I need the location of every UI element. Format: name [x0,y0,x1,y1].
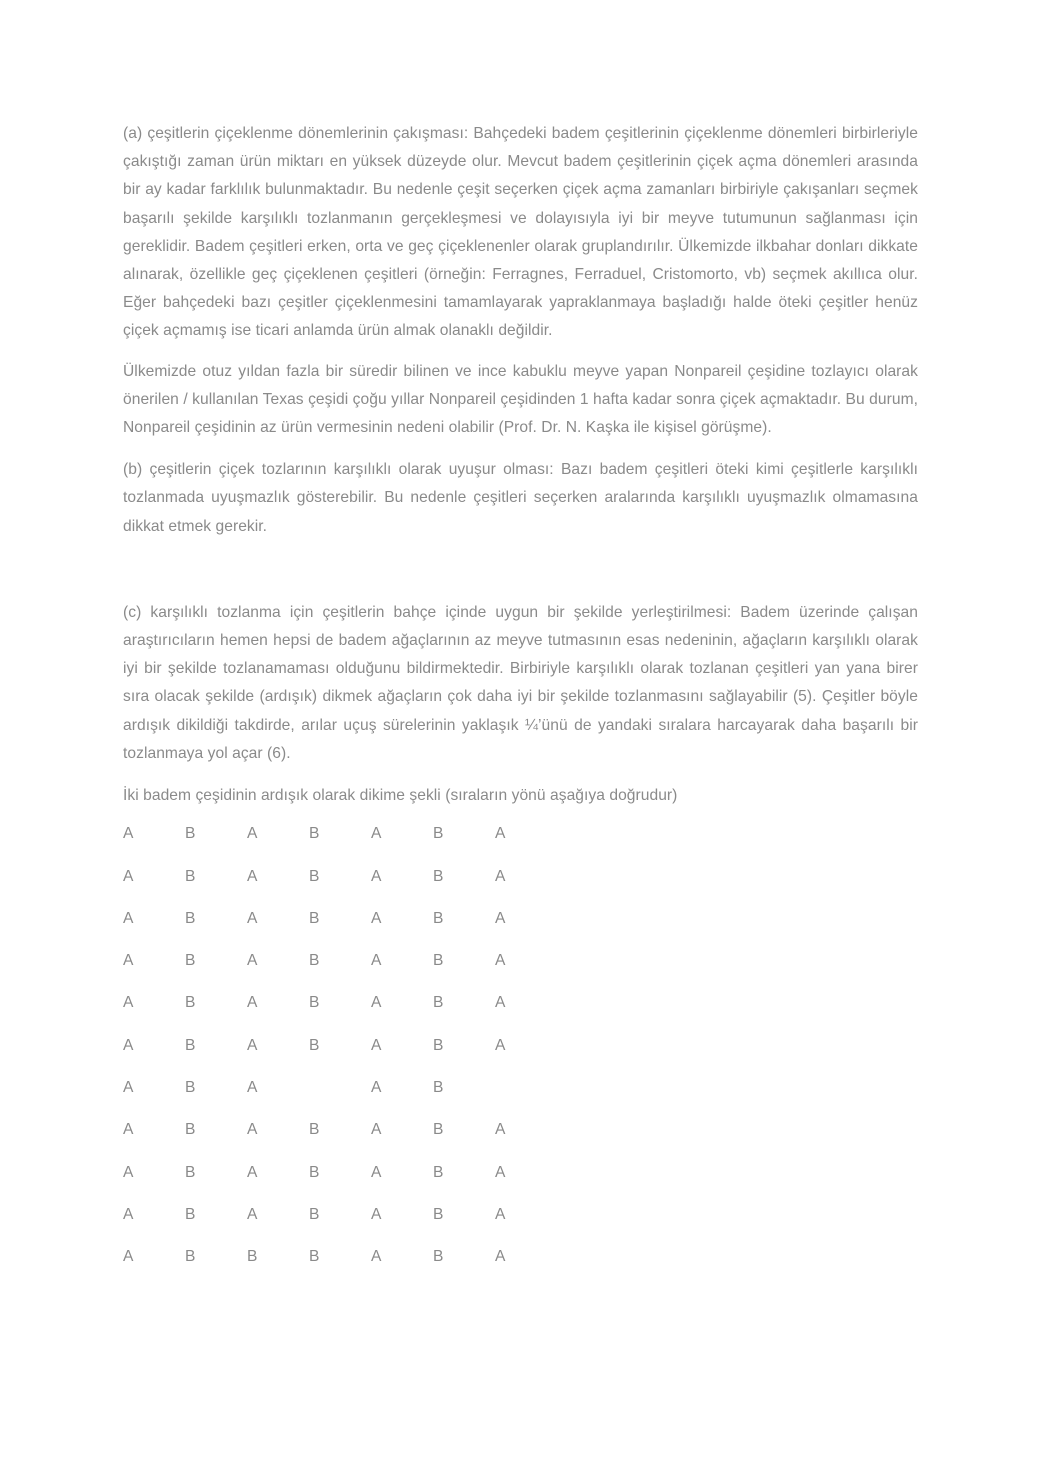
planting-row [123,1032,918,1074]
planting-cell: B [247,1248,258,1266]
planting-cell: A [495,867,506,885]
planting-cell: A [371,1121,382,1139]
planting-cell: A [371,994,382,1012]
planting-cell: A [247,1079,258,1097]
planting-cell: B [185,1163,196,1181]
planting-cell: B [185,952,196,970]
planting-cell: B [433,1036,444,1054]
planting-grid [123,820,918,1285]
planting-cell: A [371,1248,382,1266]
planting-cell: A [123,867,134,885]
planting-cell: A [371,952,382,970]
planting-row [123,1116,918,1158]
planting-cell: A [247,1036,258,1054]
planting-cell: A [123,909,134,927]
planting-cell: B [433,825,444,843]
planting-cell: A [495,994,506,1012]
planting-cell: A [371,1163,382,1181]
paragraph-c: (c) karşılıklı tozlanma için çeşitlerin bahçe içinde uygun bir şekilde yerleştirilmesi: Badem üzerinde çalışan araştırıcıların hemen hepsi de badem ağaçlarının az meyve tutmasının esas nedeninin, ağaçların karşılıklı olarak iyi bir şekilde tozlanamaması olduğunu bildirmektedir. Birbiriyle karşılıklı olarak tozlanan çeşitleri yan yana birer sıra olacak şekilde (ardışık) dikmek ağaçların çok daha iyi bir şekilde tozlanmasını sağlayabilir (5). Çeşitler böyle ardışık dikildiği takdirde, arılar uçuş sürelerinin yaklaşık ¼’ünü de yandaki sıralara harcayarak daha başarılı bir tozlanmaya yol açar (6). [123,603,918,762]
planting-cell: B [185,1248,196,1266]
planting-cell: A [371,867,382,885]
planting-cell: A [123,825,134,843]
planting-cell: B [433,1248,444,1266]
planting-cell: B [185,1036,196,1054]
planting-row [123,863,918,905]
planting-cell: B [185,825,196,843]
planting-cell: A [495,1248,506,1266]
planting-cell: A [495,909,506,927]
planting-cell: A [371,825,382,843]
planting-cell: B [185,1205,196,1223]
planting-row [123,1243,918,1285]
planting-row [123,1074,918,1116]
planting-cell: A [495,825,506,843]
planting-cell: A [495,1163,506,1181]
planting-caption: İki badem çeşidinin ardışık olarak dikime şekli (sıraların yönü aşağıya doğrudur) [123,787,678,805]
planting-cell: B [433,909,444,927]
planting-cell: A [123,1205,134,1223]
paragraph-b: (b) çeşitlerin çiçek tozlarının karşılıklı olarak uyuşur olması: Bazı badem çeşitleri öteki kimi çeşitlerle karşılıklı tozlanmada uyuşmazlık gösterebilir. Bu nedenle çeşitleri seçerken aralarında karşılıklı uyuşmazlık olmamasına dikkat etmek gerekir. [123,461,918,535]
planting-row [123,1159,918,1201]
planting-cell: A [371,1079,382,1097]
planting-cell: B [185,1079,196,1097]
planting-cell: A [247,909,258,927]
planting-cell: B [185,1121,196,1139]
planting-cell: B [309,825,320,843]
planting-cell: A [247,1205,258,1223]
document-page [123,120,918,1286]
planting-cell: A [371,1036,382,1054]
planting-cell: B [185,867,196,885]
planting-cell: A [123,1036,134,1054]
planting-cell: A [495,1036,506,1054]
planting-cell: A [247,952,258,970]
planting-cell: B [309,1205,320,1223]
planting-cell: B [433,1079,444,1097]
planting-cell: B [185,994,196,1012]
planting-cell: B [433,952,444,970]
planting-cell: A [123,1079,134,1097]
planting-cell: A [247,825,258,843]
planting-cell: B [433,1205,444,1223]
planting-cell: B [433,1163,444,1181]
planting-row [123,820,918,862]
planting-cell: A [495,1121,506,1139]
paragraph-a: (a) çeşitlerin çiçeklenme dönemlerinin çakışması: Bahçedeki badem çeşitlerinin çiçeklenme dönemleri birbirleriyle çakıştığı zaman ürün miktarı en yüksek düzeyde olur. Mevcut badem çeşitlerinin çiçek açma dönemleri arasında bir ay kadar farklılık bulunmaktadır. Bu nedenle çeşit seçerken çiçek açma zamanları birbiriyle çakışanları seçmek başarılı şekilde karşılıklı tozlanmanın gerçekleşmesi ve dolayısıyla iyi bir meyve tutumunun sağlanması için gereklidir. Badem çeşitleri erken, orta ve geç çiçeklenenler olarak gruplandırılır. Ülkemizde ilkbahar donları dikkate alınarak, özellikle geç çiçeklenen çeşitleri (örneğin: Ferragnes, Ferraduel, Cristomorto, vb) seçmek akıllıca olur. Eğer bahçedeki bazı çeşitler çiçeklenmesini tamamlayarak yapraklanmaya başladığı halde öteki çeşitler henüz çiçek açmamış ise ticari anlamda ürün almak olanaklı değildir. [123,125,918,340]
planting-row [123,905,918,947]
planting-cell: B [309,994,320,1012]
planting-cell: A [247,867,258,885]
planting-cell: A [123,952,134,970]
planting-row [123,989,918,1031]
planting-cell: A [371,909,382,927]
planting-cell: B [309,1036,320,1054]
planting-cell: B [309,952,320,970]
planting-cell: B [433,1121,444,1139]
planting-cell: A [123,1248,134,1266]
planting-cell: A [495,952,506,970]
planting-cell: B [433,994,444,1012]
paragraph-texas-note: Ülkemizde otuz yıldan fazla bir süredir bilinen ve ince kabuklu meyve yapan Nonpareil çeşidine tozlayıcı olarak önerilen / kullanılan Texas çeşidi çoğu yıllar Nonpareil çeşidinden 1 hafta kadar sonra çiçek açmaktadır. Bu durum, Nonpareil çeşidinin az ürün vermesinin nedeni olabilir (Prof. Dr. N. Kaşka ile kişisel görüşme). [123,362,918,437]
planting-cell: A [247,994,258,1012]
planting-cell: A [247,1163,258,1181]
planting-cell: B [309,1163,320,1181]
planting-cell: B [185,909,196,927]
planting-cell: B [309,1248,320,1266]
planting-cell: A [123,1163,134,1181]
planting-cell: B [309,909,320,927]
planting-cell: A [495,1205,506,1223]
planting-cell: A [247,1121,258,1139]
planting-row [123,947,918,989]
planting-row [123,1201,918,1243]
planting-cell: B [309,867,320,885]
planting-cell: A [123,994,134,1012]
planting-cell: B [309,1121,320,1139]
planting-cell: A [123,1121,134,1139]
planting-cell: B [433,867,444,885]
planting-cell: A [371,1205,382,1223]
